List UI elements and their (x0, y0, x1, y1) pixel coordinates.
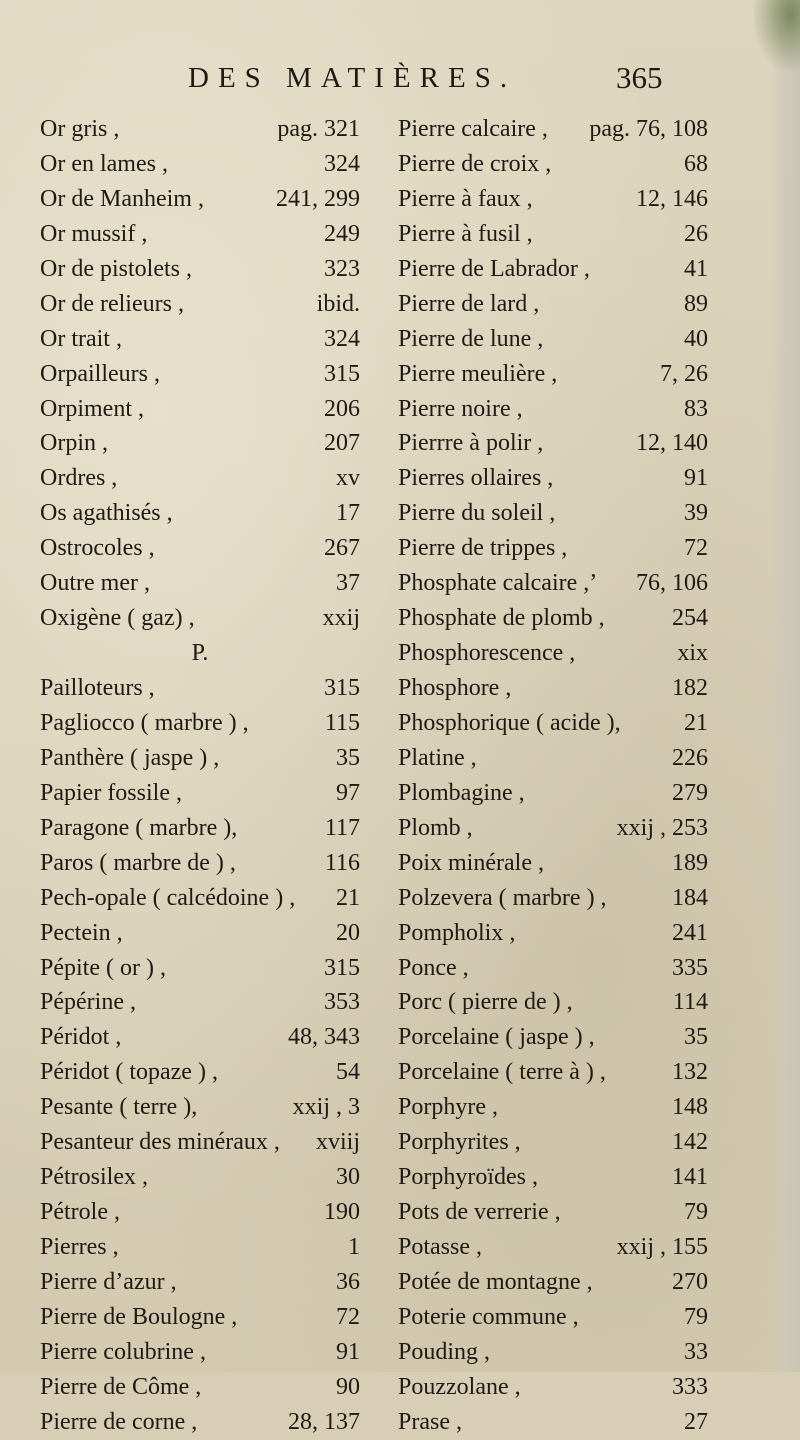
page-reference: 315 (324, 360, 360, 387)
index-entry (40, 531, 360, 566)
page-reference: 54 (336, 1059, 360, 1086)
page-reference: 36 (336, 1268, 360, 1295)
page-reference: 323 (324, 255, 360, 282)
page-reference: 115 (324, 709, 360, 736)
page-reference: 90 (336, 1373, 360, 1400)
index-entry (40, 1160, 360, 1195)
page-reference: 226 (672, 744, 708, 771)
index-column-right (398, 112, 708, 1440)
index-term: Ostrocoles , (40, 535, 155, 562)
page-reference: 241, 299 (276, 185, 360, 212)
index-term: Pierre noire , (398, 395, 523, 422)
index-term: Paragone ( marbre ), (40, 814, 238, 841)
index-term: Ponce , (398, 954, 469, 981)
index-term: Pech-opale ( calcédoine ) , (40, 884, 296, 911)
index-entry (40, 217, 360, 252)
page-reference: xxij , 3 (292, 1094, 360, 1121)
index-term: Orpin , (40, 430, 108, 457)
index-entry (398, 846, 708, 881)
index-term: Or gris , (40, 116, 120, 142)
index-entry (398, 1230, 708, 1265)
page-reference: 21 (684, 709, 708, 736)
index-entry (40, 112, 360, 147)
index-entry (398, 1335, 708, 1370)
page-reference: pag. 321 (277, 116, 360, 142)
index-entry (398, 461, 708, 496)
index-entry (40, 985, 360, 1020)
index-term: Pépérine , (40, 989, 136, 1016)
index-term: Pailloteurs , (40, 675, 155, 701)
page-reference: 91 (336, 1338, 360, 1365)
index-entry (40, 357, 360, 392)
index-entry (40, 1300, 360, 1335)
page-reference: 17 (336, 500, 360, 527)
index-entry (398, 182, 708, 217)
index-entry (40, 1020, 360, 1055)
page-reference: 132 (672, 1059, 708, 1086)
page-reference: xxij , 253 (616, 814, 708, 841)
index-term: Pierre de lard , (398, 290, 540, 317)
index-entry (40, 671, 360, 706)
page-reference: 91 (684, 465, 708, 492)
index-term: Papier fossile , (40, 779, 182, 806)
index-entry (398, 636, 708, 671)
page-reference: 241 (672, 919, 708, 946)
index-term: Pierre à fusil , (398, 220, 533, 247)
page-reference: 206 (324, 395, 360, 422)
index-term: Pierre de Boulogne , (40, 1303, 238, 1330)
index-term: Pierres , (40, 1234, 119, 1260)
index-entry (40, 287, 360, 322)
index-entry (398, 811, 708, 846)
index-term: Phosphate calcaire ,’ (398, 570, 598, 597)
index-term: Pétrole , (40, 1199, 120, 1226)
corner-stain (754, 0, 800, 70)
index-entry (40, 1055, 360, 1090)
index-term: Pectein , (40, 919, 123, 946)
index-term: Or de Manheim , (40, 185, 204, 212)
page-reference: 28, 137 (288, 1408, 360, 1435)
index-term: Pierre de trippes , (398, 535, 568, 562)
page-reference: ibid. (316, 290, 360, 317)
index-term: Pierre calcaire , (398, 116, 548, 142)
index-term: Pierre de croix , (398, 150, 552, 177)
index-entry (40, 1265, 360, 1300)
index-term: Pierrre à polir , (398, 430, 544, 457)
page-reference: pag. 76, 108 (589, 116, 708, 142)
page-reference: 79 (684, 1303, 708, 1330)
index-term: Pouding , (398, 1338, 491, 1365)
index-term: Pierre meulière , (398, 360, 558, 387)
page-reference: 12, 140 (636, 430, 708, 457)
page-reference: 97 (336, 779, 360, 806)
index-entry (398, 1055, 708, 1090)
index-entry (398, 985, 708, 1020)
page-reference: 41 (684, 255, 708, 282)
page-reference: 270 (672, 1268, 708, 1295)
index-entry (40, 566, 360, 601)
page-reference: 79 (684, 1199, 708, 1226)
index-entry (398, 741, 708, 776)
index-entry (40, 392, 360, 427)
index-term: Porcelaine ( jaspe ) , (398, 1024, 595, 1051)
running-header (0, 62, 800, 102)
index-term: Péridot , (40, 1024, 122, 1051)
index-entry (398, 1300, 708, 1335)
index-entry (40, 1405, 360, 1440)
page-reference: 207 (324, 430, 360, 457)
index-entry (398, 671, 708, 706)
index-term: Poix minérale , (398, 849, 544, 876)
page-reference: 37 (336, 570, 360, 597)
index-entry (398, 426, 708, 461)
index-entry (40, 881, 360, 916)
index-entry (398, 601, 708, 636)
page-reference: 324 (324, 150, 360, 177)
page-reference: 142 (672, 1129, 708, 1156)
index-term: Pouzzolane , (398, 1373, 521, 1400)
page-number: 365 (616, 60, 663, 95)
index-term: Pesanteur des minéraux , (40, 1129, 280, 1156)
index-entry (40, 426, 360, 461)
page-reference: 117 (324, 814, 360, 841)
index-entry (398, 881, 708, 916)
index-entry (40, 182, 360, 217)
index-entry (40, 1335, 360, 1370)
index-term: Prase , (398, 1408, 462, 1435)
page-reference: 40 (684, 325, 708, 352)
index-term: Outre mer , (40, 570, 150, 597)
index-term: Poterie commune , (398, 1303, 579, 1330)
index-term: Pots de verrerie , (398, 1199, 561, 1226)
index-entry (40, 496, 360, 531)
index-term: Pierre de Labrador , (398, 255, 590, 282)
index-entry (398, 1370, 708, 1405)
index-entry (40, 706, 360, 741)
index-entry (398, 496, 708, 531)
section-letter-label: P. (191, 640, 209, 667)
page-reference: xv (336, 465, 360, 492)
index-term: Pierre de corne , (40, 1408, 198, 1435)
index-entry (40, 846, 360, 881)
index-entry (40, 776, 360, 811)
index-term: Pierre du soleil , (398, 500, 556, 527)
index-term: Pierre de lune , (398, 325, 544, 352)
page-reference: 254 (672, 605, 708, 632)
index-term: Pagliocco ( marbre ) , (40, 709, 249, 736)
page-reference: 35 (336, 744, 360, 771)
index-term: Polzevera ( marbre ) , (398, 884, 607, 911)
page-edge (770, 0, 800, 1372)
page-reference: 279 (672, 779, 708, 806)
index-term: Pierre d’azur , (40, 1268, 177, 1295)
index-term: Pompholix , (398, 919, 516, 946)
index-entry (40, 1090, 360, 1125)
index-entry (398, 392, 708, 427)
page-reference: 315 (324, 954, 360, 981)
index-entry (398, 357, 708, 392)
index-term: Potée de montagne , (398, 1268, 593, 1295)
index-entry (398, 1265, 708, 1300)
index-entry (398, 1090, 708, 1125)
index-term: Phosphore , (398, 675, 512, 701)
index-term: Porphyroïdes , (398, 1164, 538, 1191)
page-reference: 7, 26 (660, 360, 708, 387)
page-reference: 33 (684, 1338, 708, 1365)
index-entry (40, 1230, 360, 1265)
index-term: Phosphorescence , (398, 640, 576, 667)
index-term: Pierres ollaires , (398, 465, 554, 492)
page-reference: xix (677, 640, 708, 667)
index-term: Or de relieurs , (40, 290, 184, 317)
page-reference: 35 (684, 1024, 708, 1051)
index-term: Porphyre , (398, 1094, 498, 1121)
page-reference: 353 (324, 989, 360, 1016)
index-entry (40, 1125, 360, 1160)
index-term: Os agathisés , (40, 500, 173, 527)
page-reference: 324 (324, 325, 360, 352)
index-term: Oxigène ( gaz) , (40, 605, 195, 632)
index-term: Porc ( pierre de ) , (398, 989, 573, 1016)
page-reference: 249 (324, 220, 360, 247)
index-entry (398, 566, 708, 601)
index-term: Pétrosilex , (40, 1164, 148, 1191)
index-term: Or en lames , (40, 150, 168, 177)
page-reference: 20 (336, 919, 360, 946)
page-reference: 335 (672, 954, 708, 981)
index-entry (398, 916, 708, 951)
page-reference: 76, 106 (636, 570, 708, 597)
index-term: Plombagine , (398, 779, 525, 806)
index-entry (398, 1405, 708, 1440)
index-entry (40, 1195, 360, 1230)
index-term: Ordres , (40, 465, 118, 492)
index-entry (40, 322, 360, 357)
index-term: Orpiment , (40, 395, 144, 422)
page-reference: xxij (322, 605, 360, 632)
index-entry (40, 951, 360, 986)
page-reference: 189 (672, 849, 708, 876)
page-reference: 114 (672, 989, 708, 1016)
page-reference: 83 (684, 395, 708, 422)
index-term: Potasse , (398, 1234, 482, 1260)
index-term: Porcelaine ( terre à ) , (398, 1059, 606, 1086)
index-entry (398, 287, 708, 322)
page-reference: 184 (672, 884, 708, 911)
index-term: Pierre de Côme , (40, 1373, 202, 1400)
index-term: Paros ( marbre de ) , (40, 849, 236, 876)
index-term: Or de pistolets , (40, 255, 192, 282)
index-entry (398, 217, 708, 252)
index-entry (40, 252, 360, 287)
index-term: Pesante ( terre ), (40, 1094, 198, 1121)
index-term: Péridot ( topaze ) , (40, 1059, 218, 1086)
page-reference: 315 (324, 675, 360, 701)
page-reference: 27 (684, 1408, 708, 1435)
index-entry (398, 112, 708, 147)
page-reference: 48, 343 (288, 1024, 360, 1051)
page-reference: 148 (672, 1094, 708, 1121)
index-entry (40, 147, 360, 182)
page-reference: 39 (684, 500, 708, 527)
page-reference: 30 (336, 1164, 360, 1191)
page-reference: 190 (324, 1199, 360, 1226)
page-reference: 21 (336, 884, 360, 911)
page-reference: 1 (348, 1234, 360, 1260)
page-reference: 12, 146 (636, 185, 708, 212)
page-reference: 72 (684, 535, 708, 562)
index-entry (398, 322, 708, 357)
index-term: Pierre colubrine , (40, 1338, 206, 1365)
page-reference: 26 (684, 220, 708, 247)
page-reference: 68 (684, 150, 708, 177)
page-reference: 182 (672, 675, 708, 701)
index-entry (398, 147, 708, 182)
index-entry (40, 811, 360, 846)
page-reference: 89 (684, 290, 708, 317)
index-entry (40, 601, 360, 636)
index-term: Pierre à faux , (398, 185, 533, 212)
index-entry (398, 252, 708, 287)
index-entry (398, 706, 708, 741)
index-entry (398, 776, 708, 811)
index-term: Orpailleurs , (40, 360, 160, 387)
running-title: DES MATIÈRES. (188, 62, 517, 94)
index-entry (398, 1020, 708, 1055)
index-entry (40, 916, 360, 951)
page-reference: 267 (324, 535, 360, 562)
index-term: Or trait , (40, 325, 122, 352)
index-entry (398, 1195, 708, 1230)
index-term: Phosphate de plomb , (398, 605, 605, 632)
index-entry (398, 531, 708, 566)
page-reference: xxij , 155 (616, 1234, 708, 1260)
index-term: Panthère ( jaspe ) , (40, 744, 220, 771)
index-entry (398, 1125, 708, 1160)
page-reference: 116 (324, 849, 360, 876)
section-letter (40, 636, 360, 671)
index-term: Platine , (398, 744, 477, 771)
index-entry (40, 741, 360, 776)
index-entry (398, 951, 708, 986)
index-entry (398, 1160, 708, 1195)
index-term: Or mussif , (40, 220, 148, 247)
index-term: Porphyrites , (398, 1129, 521, 1156)
index-term: Plomb , (398, 814, 473, 841)
page-reference: xviij (315, 1129, 360, 1156)
page-reference: 72 (336, 1303, 360, 1330)
page-reference: 141 (672, 1164, 708, 1191)
index-column-left (40, 112, 360, 1440)
index-term: Phosphorique ( acide ), (398, 709, 621, 736)
index-entry (40, 1370, 360, 1405)
page-reference: 333 (672, 1373, 708, 1400)
index-entry (40, 461, 360, 496)
index-term: Pépite ( or ) , (40, 954, 166, 981)
